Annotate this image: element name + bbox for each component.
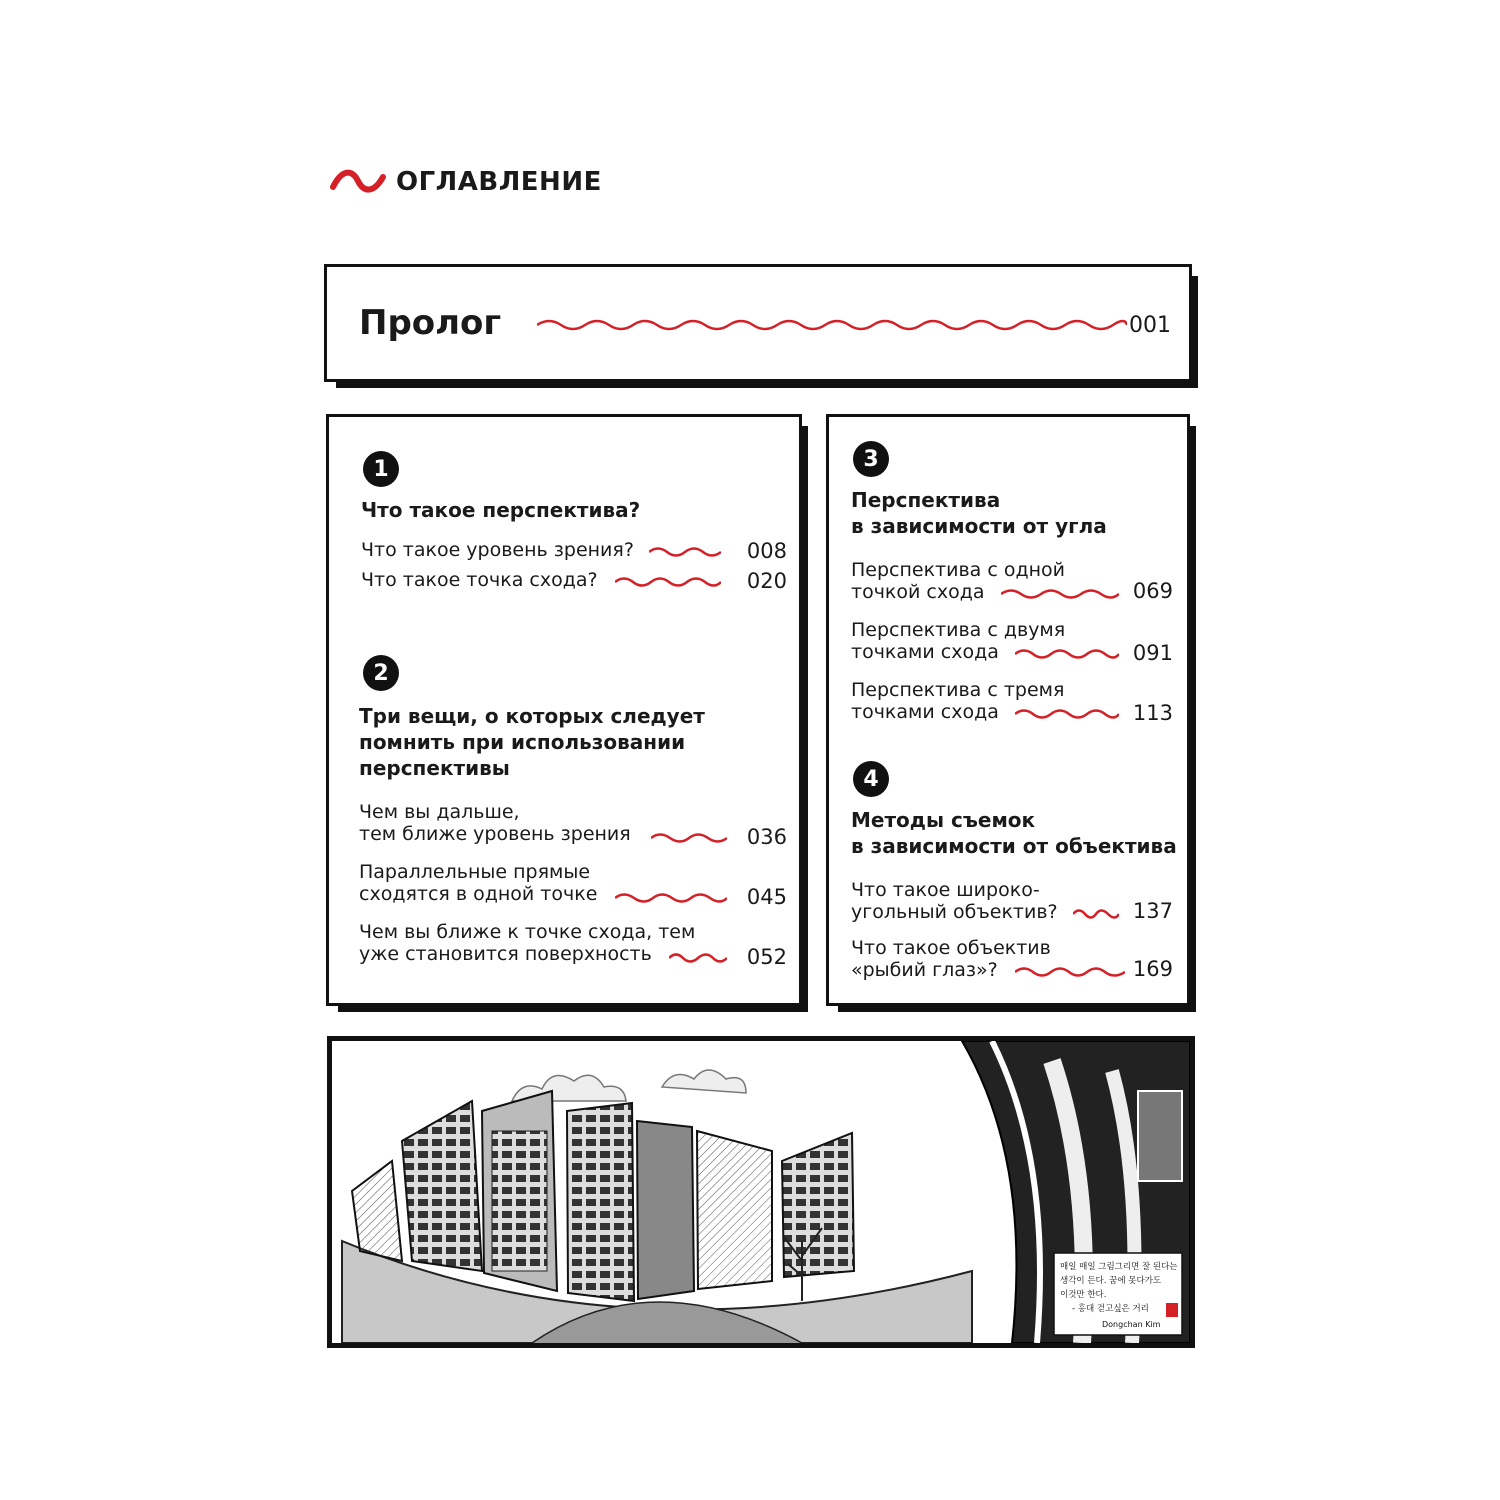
prologue-page-number: 001	[1129, 313, 1171, 338]
red-wave-leader	[669, 951, 727, 965]
toc-header	[330, 162, 602, 202]
prologue-box	[324, 264, 1192, 382]
toc-entry[interactable]	[359, 921, 695, 965]
red-wave-leader	[1073, 907, 1119, 921]
toc-entry[interactable]	[359, 801, 631, 845]
note-line: Dongchan Kim	[1102, 1320, 1161, 1329]
toc-entry-line: Что такое уровень зрения?	[361, 539, 634, 561]
toc-entry-line: Что такое объектив	[851, 937, 1051, 959]
red-wave-leader	[1015, 965, 1125, 979]
handwritten-note	[1054, 1253, 1182, 1335]
red-wave-leader	[1015, 707, 1119, 721]
red-wave-leader	[1015, 647, 1119, 661]
toc-page-number: 113	[1132, 701, 1173, 725]
chapter-title-line: в зависимости от объектива	[851, 834, 1177, 858]
chapter-title-line: в зависимости от угла	[851, 514, 1107, 538]
chapter-title-line: Методы съемок	[851, 808, 1036, 832]
toc-entry[interactable]	[851, 879, 1058, 923]
toc-entry-line: Что такое точка схода?	[361, 569, 598, 591]
chapter-title-line: помнить при использовании	[359, 730, 686, 754]
red-seal-icon	[1166, 1303, 1178, 1317]
red-wave-leader	[649, 545, 721, 559]
toc-entry-line: Чем вы дальше,	[359, 801, 520, 823]
toc-entry-line: точками схода	[851, 641, 999, 663]
chapter-title-line: перспективы	[359, 756, 510, 780]
chapter-title-line: Три вещи, о которых следует	[359, 704, 705, 728]
toc-entry-line: тем ближе уровень зрения	[359, 823, 631, 845]
red-wave-leader	[1001, 587, 1119, 601]
red-wave-leader	[615, 575, 721, 589]
prologue-title: Пролог	[359, 303, 502, 343]
city-sketch-drawing	[332, 1041, 1190, 1343]
page-title: ОГЛАВЛЕНИЕ	[396, 167, 602, 197]
toc-entry-line: Чем вы ближе к точке схода, тем	[359, 921, 696, 943]
chapter-number-badge: 4	[853, 761, 889, 797]
toc-entry-line: угольный объектив?	[851, 901, 1058, 923]
toc-entry-line: Перспектива с одной	[851, 559, 1066, 581]
toc-page-number: 091	[1132, 641, 1173, 665]
chapter-title-line: Что такое перспектива?	[361, 498, 641, 522]
red-wave-leader	[651, 831, 727, 845]
toc-entry-line: Перспектива с двумя	[851, 619, 1066, 641]
toc-page-number: 137	[1132, 899, 1173, 923]
toc-page-number: 069	[1132, 579, 1173, 603]
note-line: 생각이 든다. 꿈에 못다가도	[1060, 1276, 1162, 1286]
toc-page-number: 052	[746, 945, 787, 969]
chapter-title-line: Перспектива	[851, 488, 1001, 512]
toc-entry[interactable]	[361, 539, 634, 561]
toc-entry-line: Параллельные прямые	[359, 861, 591, 883]
fisheye-street-illustration	[327, 1036, 1195, 1348]
red-tilde-icon	[330, 167, 386, 197]
chapter-number-badge: 1	[363, 451, 399, 487]
chapter-number-badge: 2	[363, 655, 399, 691]
toc-entry-line: точкой схода	[851, 581, 985, 603]
toc-entry-line: уже становится поверхность	[359, 943, 652, 965]
chapter-box-left	[326, 414, 802, 1006]
toc-entry-line: точками схода	[851, 701, 999, 723]
chapter-box-right	[826, 414, 1190, 1006]
toc-page-number: 045	[746, 885, 787, 909]
chapter-title	[359, 703, 705, 781]
note-line: 이것만 한다.	[1060, 1290, 1107, 1300]
note-line: - 홍대 걷고싶은 거리	[1072, 1304, 1149, 1314]
toc-entry[interactable]	[359, 861, 597, 905]
toc-entry-line: Что такое широко-	[851, 879, 1040, 901]
chapter-title	[361, 497, 640, 523]
red-wave-leader	[615, 891, 727, 905]
red-wave-leader	[537, 317, 1127, 333]
note-line: 매일 매일 그림그리면 잘 된다는	[1060, 1262, 1178, 1272]
chapter-number-badge: 3	[853, 441, 889, 477]
toc-entry-line: сходятся в одной точке	[359, 883, 598, 905]
toc-page-number: 036	[746, 825, 787, 849]
toc-entry[interactable]	[361, 569, 598, 591]
toc-page-number: 169	[1132, 957, 1173, 981]
toc-page-number: 008	[746, 539, 787, 563]
toc-entry-line: «рыбий глаз»?	[851, 959, 998, 981]
toc-page-number: 020	[746, 569, 787, 593]
toc-entry-line: Перспектива с тремя	[851, 679, 1065, 701]
chapter-title	[851, 807, 1177, 859]
chapter-title	[851, 487, 1107, 539]
